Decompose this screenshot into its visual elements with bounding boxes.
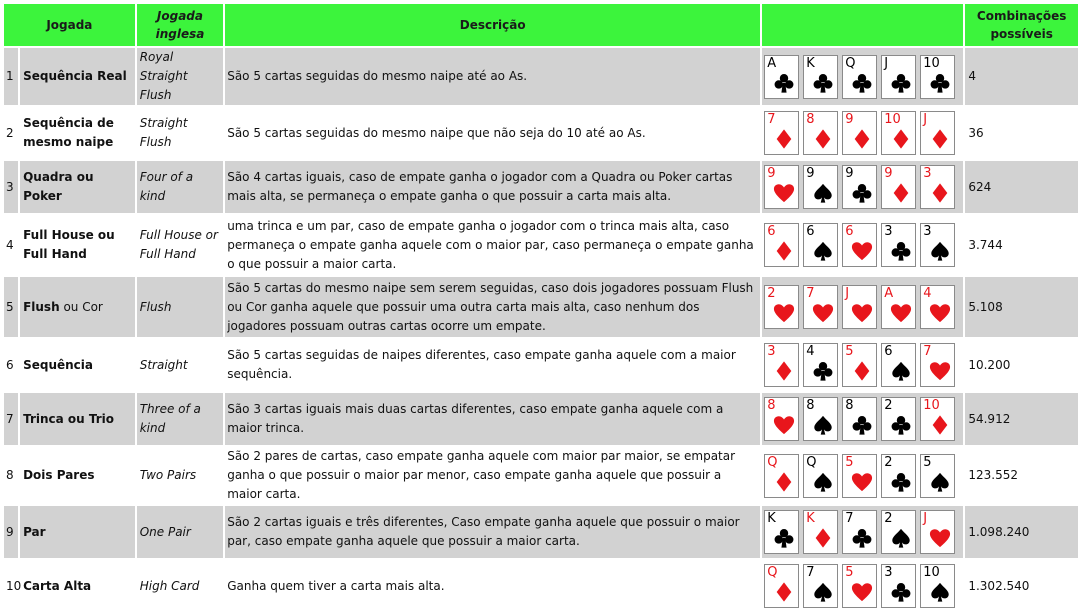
cards-cell — [762, 277, 963, 337]
playing-card — [764, 285, 799, 329]
spade-suit-icon — [812, 240, 834, 262]
playing-card — [803, 343, 838, 387]
spade-suit-icon — [812, 182, 834, 204]
card-rank: A — [884, 286, 894, 301]
diamond-suit-icon — [851, 360, 873, 382]
card-rank: 3 — [923, 166, 932, 181]
spade-suit-icon — [812, 471, 834, 493]
card-rank: 10 — [923, 55, 940, 71]
diamond-suit-icon — [929, 128, 951, 150]
header-jogada: Jogada — [4, 4, 135, 46]
playing-card — [803, 510, 838, 554]
heart-suit-icon — [851, 302, 873, 324]
heart-suit-icon — [773, 414, 795, 436]
playing-card — [803, 454, 838, 498]
hand-name-text: Dois Pares — [23, 468, 95, 482]
table-row — [4, 339, 1078, 391]
playing-card — [764, 55, 799, 99]
heart-suit-icon — [929, 302, 951, 324]
heart-suit-icon — [851, 240, 873, 262]
card-rank: 8 — [845, 398, 854, 413]
playing-card — [803, 111, 838, 155]
card-rank: 4 — [806, 344, 815, 359]
playing-card — [764, 223, 799, 267]
diamond-suit-icon — [773, 128, 795, 150]
table-row — [4, 560, 1078, 612]
hand-name — [20, 393, 135, 445]
club-suit-icon — [773, 72, 795, 94]
card-rank: 10 — [923, 565, 940, 580]
heart-suit-icon — [773, 302, 795, 324]
combinations-count: 1.302.540 — [968, 578, 1030, 593]
row-number: 9 — [4, 506, 18, 558]
playing-card — [842, 510, 877, 554]
spade-suit-icon — [812, 414, 834, 436]
card-rank: 5 — [845, 454, 854, 470]
table-row — [4, 506, 1078, 558]
card-rank: 5 — [845, 344, 854, 359]
playing-card — [764, 454, 799, 498]
playing-card — [881, 55, 916, 99]
english-name: Royal Straight Flush — [137, 48, 223, 105]
heart-suit-icon — [812, 302, 834, 324]
hand-name-text: Full House ou Full Hand — [23, 228, 115, 261]
card-rank: K — [806, 55, 815, 71]
card-rank: 9 — [845, 112, 854, 127]
poker-hands-table — [2, 2, 1080, 614]
playing-card — [764, 165, 799, 209]
hand-name-suffix: ou Cor — [59, 299, 103, 314]
card-rank: Q — [845, 55, 856, 71]
description: São 4 cartas iguais, caso de empate ganha o jogador com a Quadra ou Poker cartas mais alta, se permaneça o empate ganha o que possuir a carta mais alta. — [225, 161, 760, 213]
card-rank: 9 — [884, 166, 893, 181]
cards-cell — [762, 393, 963, 445]
card-rank: 4 — [923, 286, 932, 301]
card-rank: 8 — [806, 112, 815, 127]
hand-name — [20, 447, 135, 504]
diamond-suit-icon — [890, 182, 912, 204]
card-rank: J — [845, 286, 850, 301]
card-rank: 7 — [767, 112, 776, 127]
header-jogada-inglesa: Jogada inglesa — [137, 4, 223, 46]
table-row — [4, 161, 1078, 213]
card-rank: J — [923, 112, 928, 127]
row-number: 2 — [6, 125, 14, 140]
combinations-count: 1.098.240 — [965, 506, 1078, 558]
card-rank: 7 — [845, 511, 854, 526]
playing-card — [881, 111, 916, 155]
row-number: 7 — [4, 393, 18, 445]
playing-card — [842, 55, 877, 99]
description: São 5 cartas seguidas do mesmo naipe que não seja do 10 até ao As. — [227, 125, 646, 140]
playing-card — [920, 510, 955, 554]
table-row — [4, 215, 1078, 275]
row-number: 1 — [4, 48, 18, 105]
card-rank: 10 — [884, 112, 901, 127]
card-rank: J — [923, 511, 928, 526]
card-rank: 2 — [884, 398, 893, 413]
diamond-suit-icon — [773, 240, 795, 262]
description: São 5 cartas seguidas de naipes diferentes, caso empate ganha aquele com a maior sequência. — [227, 348, 736, 381]
hand-name — [20, 48, 135, 105]
hand-name-text: Quadra ou Poker — [23, 170, 94, 203]
hand-name-text: Carta Alta — [23, 578, 92, 593]
hand-name — [20, 215, 135, 275]
diamond-suit-icon — [773, 360, 795, 382]
hand-name-text: Sequência de mesmo naipe — [23, 116, 114, 149]
club-suit-icon — [812, 360, 834, 382]
english-name: Straight Flush — [139, 116, 188, 149]
cards-cell — [762, 560, 963, 612]
playing-card — [803, 285, 838, 329]
row-number: 3 — [4, 161, 18, 213]
playing-card — [881, 397, 916, 441]
card-rank: 5 — [923, 454, 932, 470]
table-row — [4, 107, 1078, 159]
combinations-count: 624 — [965, 161, 1078, 213]
description: São 5 cartas seguidas do mesmo naipe até ao As. — [225, 48, 760, 105]
card-rank: 7 — [806, 286, 815, 301]
cards-cell — [762, 447, 963, 504]
cards-cell — [762, 107, 963, 159]
spade-suit-icon — [890, 527, 912, 549]
row-number: 4 — [6, 237, 14, 252]
diamond-suit-icon — [773, 581, 795, 603]
hand-name-text: Sequência — [23, 357, 93, 372]
english-name: Straight — [139, 357, 188, 372]
english-name: Three of a kind — [137, 393, 223, 445]
hand-name-text: Par — [23, 524, 46, 539]
diamond-suit-icon — [851, 128, 873, 150]
heart-suit-icon — [773, 182, 795, 204]
row-number: 5 — [4, 277, 18, 337]
diamond-suit-icon — [773, 471, 795, 493]
card-rank: Q — [767, 454, 778, 470]
playing-card — [881, 165, 916, 209]
playing-card — [920, 343, 955, 387]
heart-suit-icon — [851, 581, 873, 603]
card-rank: 5 — [845, 565, 854, 580]
card-rank: 3 — [767, 344, 776, 359]
combinations-count: 36 — [968, 125, 984, 140]
playing-card — [920, 223, 955, 267]
combinations-count: 123.552 — [968, 468, 1018, 482]
playing-card — [881, 510, 916, 554]
spade-suit-icon — [929, 471, 951, 493]
hand-name — [20, 277, 135, 337]
card-rank: 3 — [923, 224, 932, 239]
playing-card — [842, 343, 877, 387]
hand-name-text: Sequência Real — [23, 69, 127, 83]
card-rank: 6 — [845, 224, 854, 239]
diamond-suit-icon — [929, 182, 951, 204]
playing-card — [842, 454, 877, 498]
playing-card — [881, 285, 916, 329]
playing-card — [881, 343, 916, 387]
header-descricao: Descrição — [225, 4, 760, 46]
card-rank: 9 — [806, 166, 815, 181]
card-rank: K — [806, 511, 815, 526]
card-rank: 7 — [806, 565, 815, 580]
english-name: Two Pairs — [139, 468, 197, 482]
heart-suit-icon — [929, 360, 951, 382]
playing-card — [920, 564, 955, 608]
playing-card — [803, 55, 838, 99]
club-suit-icon — [773, 527, 795, 549]
header-combinacoes: Combinações possíveis — [965, 4, 1078, 46]
club-suit-icon — [890, 72, 912, 94]
card-rank: 10 — [923, 398, 940, 413]
playing-card — [881, 454, 916, 498]
club-suit-icon — [851, 72, 873, 94]
club-suit-icon — [890, 240, 912, 262]
playing-card — [842, 397, 877, 441]
card-rank: A — [767, 55, 777, 71]
description: São 2 cartas iguais e três diferentes, Caso empate ganha aquele que possuir o maior par, caso empate ganha aquele que possuir a maior carta. — [225, 506, 760, 558]
english-name: Flush — [137, 277, 223, 337]
heart-suit-icon — [929, 527, 951, 549]
playing-card — [764, 564, 799, 608]
hand-name — [20, 161, 135, 213]
table-row — [4, 277, 1078, 337]
cards-cell — [762, 339, 963, 391]
card-rank: 8 — [767, 398, 776, 413]
description: uma trinca e um par, caso de empate ganha o jogador com o trinca mais alta, caso permaneça o empate ganha aquele com o maior par, caso permaneça o empate ganha o que possuir a maior carta. — [227, 218, 754, 271]
card-rank: K — [767, 511, 776, 526]
diamond-suit-icon — [812, 128, 834, 150]
club-suit-icon — [890, 471, 912, 493]
combinations-count: 10.200 — [968, 357, 1011, 372]
playing-card — [842, 285, 877, 329]
playing-card — [920, 55, 955, 99]
club-suit-icon — [929, 72, 951, 94]
hand-name-text: Flush — [23, 299, 60, 314]
playing-card — [842, 165, 877, 209]
english-name: High Card — [139, 578, 200, 593]
card-rank: J — [884, 55, 889, 71]
playing-card — [764, 343, 799, 387]
playing-card — [920, 111, 955, 155]
card-rank: 8 — [806, 398, 815, 413]
playing-card — [881, 223, 916, 267]
header-cartas — [762, 4, 963, 46]
cards-cell — [762, 161, 963, 213]
spade-suit-icon — [812, 581, 834, 603]
playing-card — [920, 454, 955, 498]
card-rank: 2 — [767, 286, 776, 301]
club-suit-icon — [851, 527, 873, 549]
description: Ganha quem tiver a carta mais alta. — [227, 578, 445, 593]
card-rank: 2 — [884, 511, 893, 526]
club-suit-icon — [812, 72, 834, 94]
table-row — [4, 393, 1078, 445]
spade-suit-icon — [890, 360, 912, 382]
english-name: Four of a kind — [137, 161, 223, 213]
playing-card — [764, 397, 799, 441]
combinations-count: 5.108 — [965, 277, 1078, 337]
playing-card — [842, 223, 877, 267]
playing-card — [803, 564, 838, 608]
club-suit-icon — [890, 414, 912, 436]
card-rank: Q — [806, 454, 817, 470]
card-rank: 9 — [767, 166, 776, 181]
club-suit-icon — [890, 581, 912, 603]
playing-card — [920, 285, 955, 329]
club-suit-icon — [851, 414, 873, 436]
hand-name — [20, 560, 135, 612]
description: São 2 pares de cartas, caso empate ganha aquele com maior par maior, se empatar ganha o que possuir o maior par menor, caso empate ganha aquele que possuir a maior carta. — [227, 449, 736, 501]
playing-card — [920, 165, 955, 209]
combinations-count: 54.912 — [965, 393, 1078, 445]
diamond-suit-icon — [812, 527, 834, 549]
playing-card — [881, 564, 916, 608]
cards-cell — [762, 215, 963, 275]
playing-card — [842, 111, 877, 155]
playing-card — [842, 564, 877, 608]
card-rank: 3 — [884, 565, 893, 580]
row-number: 6 — [6, 357, 14, 372]
hand-name-text: Trinca ou Trio — [23, 411, 115, 426]
playing-card — [803, 397, 838, 441]
english-name: Full House or Full Hand — [139, 228, 218, 261]
card-rank: 2 — [884, 454, 893, 470]
club-suit-icon — [851, 182, 873, 204]
playing-card — [803, 223, 838, 267]
spade-suit-icon — [929, 240, 951, 262]
cards-cell — [762, 48, 963, 105]
description: São 3 cartas iguais mais duas cartas diferentes, caso empate ganha aquele com a maior trinca. — [225, 393, 760, 445]
card-rank: 6 — [806, 224, 815, 239]
combinations-count: 4 — [965, 48, 1078, 105]
playing-card — [764, 510, 799, 554]
card-rank: 6 — [767, 224, 776, 239]
heart-suit-icon — [851, 471, 873, 493]
card-rank: 3 — [884, 224, 893, 239]
diamond-suit-icon — [929, 414, 951, 436]
row-number: 10 — [6, 578, 22, 593]
card-rank: 7 — [923, 344, 932, 359]
spade-suit-icon — [929, 581, 951, 603]
playing-card — [920, 397, 955, 441]
card-rank: Q — [767, 565, 778, 580]
card-rank: 6 — [884, 344, 893, 359]
hand-name — [20, 339, 135, 391]
description: São 5 cartas do mesmo naipe sem serem seguidas, caso dois jogadores possuam Flush ou Cor ganha aquele que possuir uma outra carta mais alta, caso nenhum dos jogadores possuam outras cartas ocorre um empate. — [225, 277, 760, 337]
hand-name — [20, 506, 135, 558]
table-row — [4, 48, 1078, 105]
diamond-suit-icon — [890, 128, 912, 150]
cards-cell — [762, 506, 963, 558]
row-number: 8 — [6, 468, 14, 482]
card-rank: 9 — [845, 166, 854, 181]
table-row — [4, 447, 1078, 504]
playing-card — [803, 165, 838, 209]
combinations-count: 3.744 — [968, 237, 1003, 252]
heart-suit-icon — [890, 302, 912, 324]
english-name: One Pair — [137, 506, 223, 558]
hand-name — [20, 107, 135, 159]
playing-card — [764, 111, 799, 155]
